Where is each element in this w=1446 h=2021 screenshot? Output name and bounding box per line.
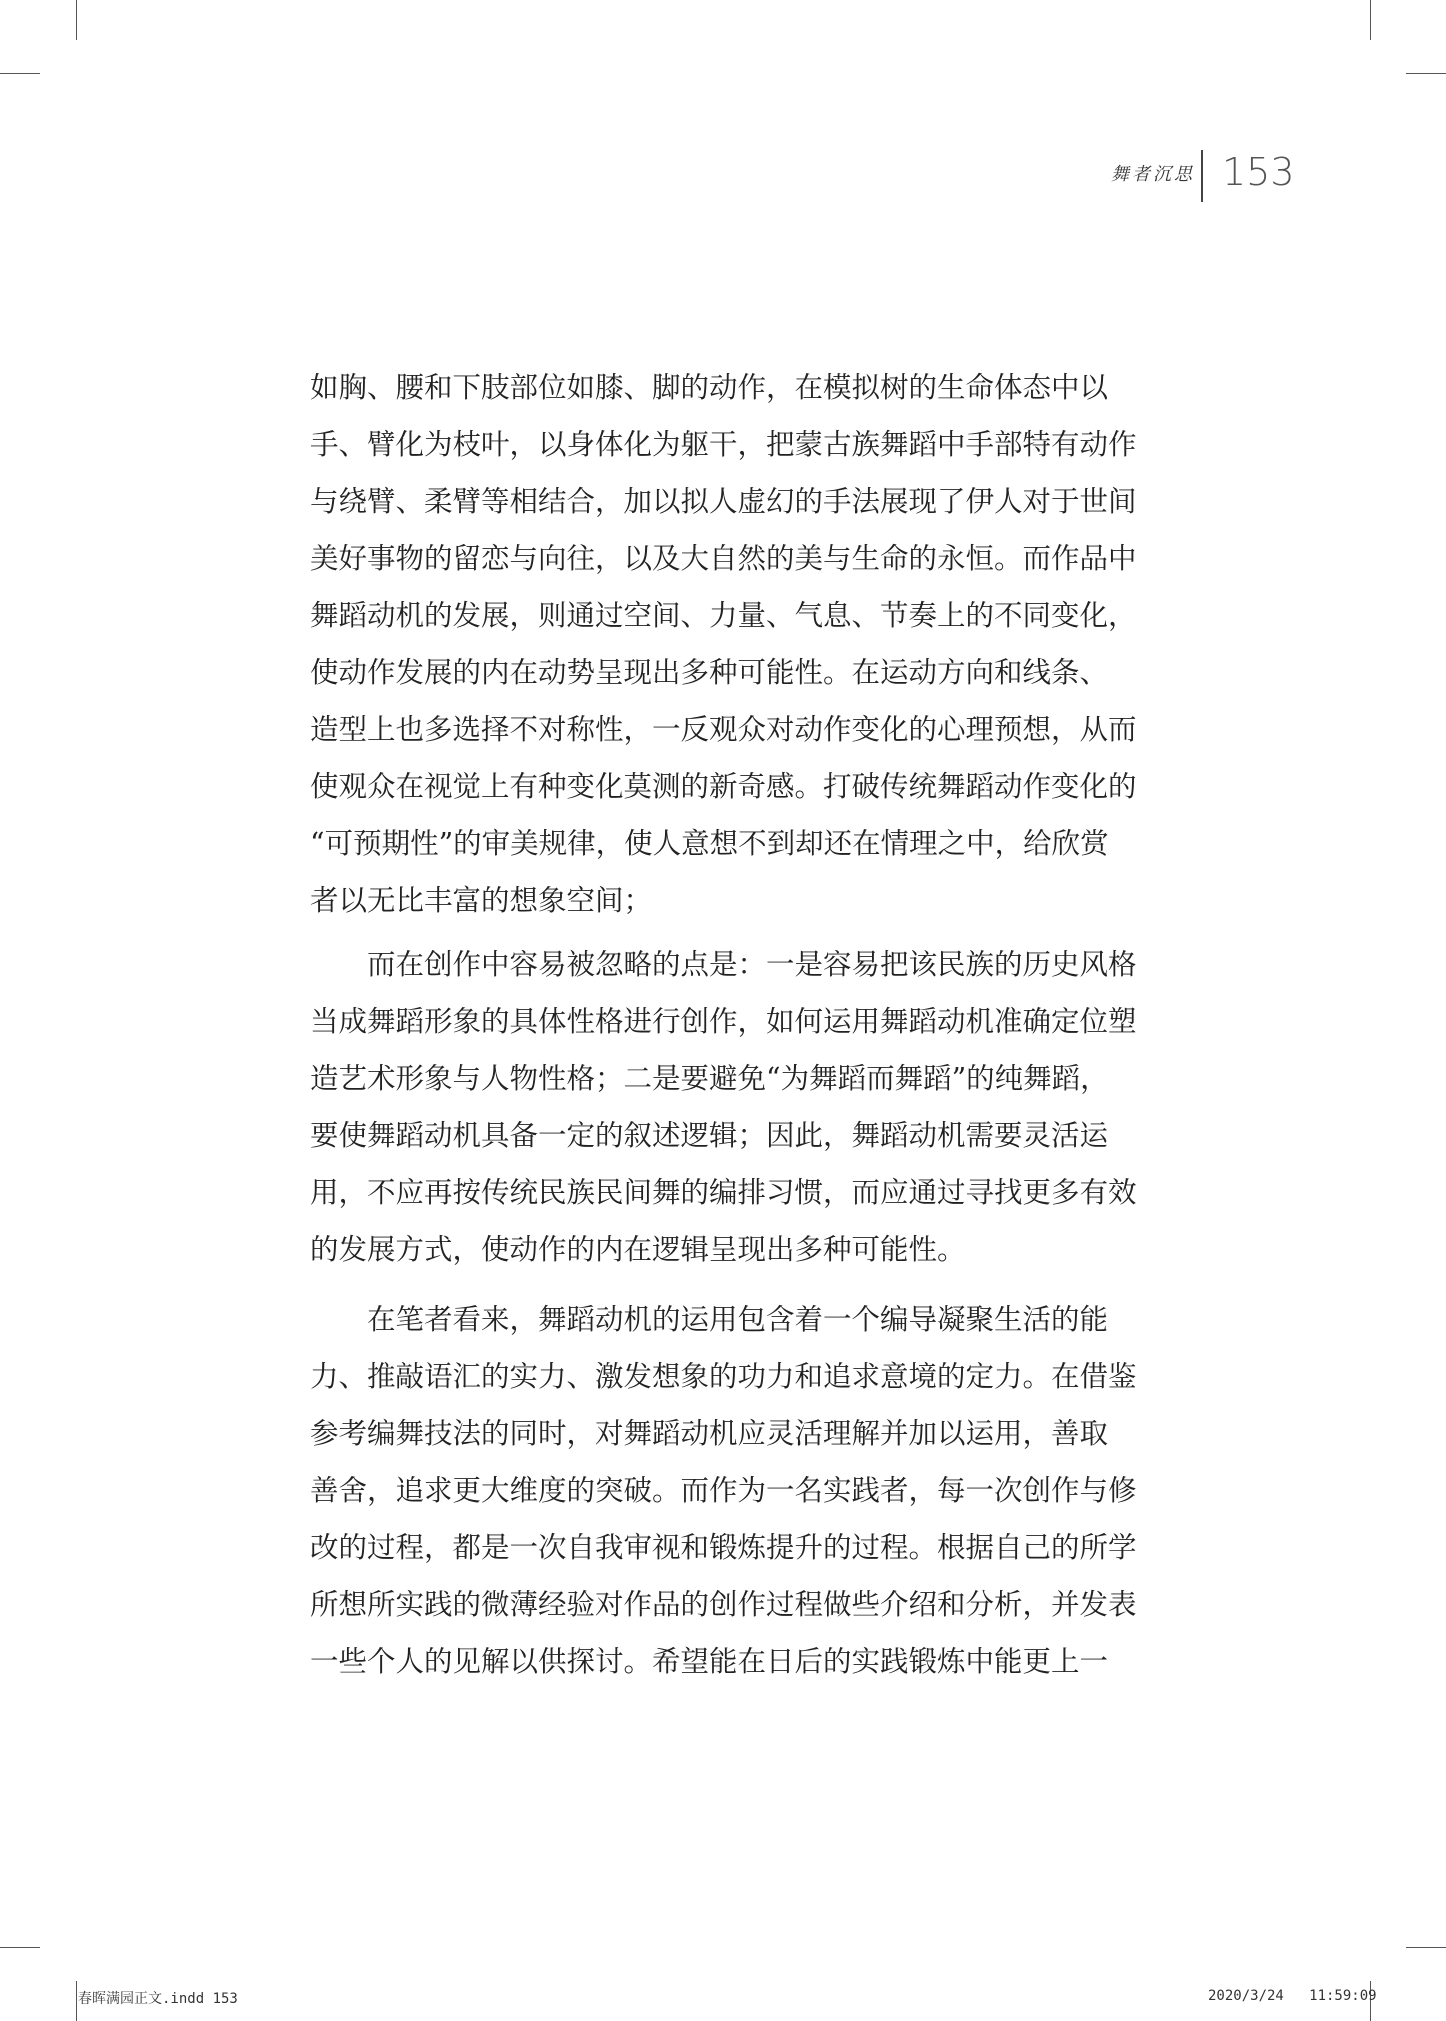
text-line: 用，不应再按传统民族民间舞的编排习惯，而应通过寻找更多有效 [310, 1176, 1137, 1209]
paragraph-first-line: 在笔者看来，舞蹈动机的运用包含着一个编导凝聚生活的能 [367, 1303, 1109, 1336]
text-line: 改的过程，都是一次自我审视和锻炼提升的过程。根据自己的所学 [310, 1531, 1137, 1564]
text-line: 造型上也多选择不对称性，一反观众对动作变化的心理预想，从而 [310, 713, 1137, 746]
text-line: 要使舞蹈动机具备一定的叙述逻辑；因此，舞蹈动机需要灵活运 [310, 1119, 1109, 1152]
text-line: 如胸、腰和下肢部位如膝、脚的动作，在模拟树的生命体态中以 [310, 371, 1109, 404]
text-line: 所想所实践的微薄经验对作品的创作过程做些介绍和分析，并发表 [310, 1588, 1137, 1621]
crop-mark-top-left [76, 0, 77, 40]
text-line: 与绕臂、柔臂等相结合，加以拟人虚幻的手法展现了伊人对于世间 [310, 485, 1137, 518]
crop-mark-top-right-h [1406, 73, 1446, 74]
text-line: “可预期性”的审美规律，使人意想不到却还在情理之中，给欣赏 [310, 827, 1109, 860]
text-line: 一些个人的见解以供探讨。希望能在日后的实践锻炼中能更上一 [310, 1645, 1109, 1678]
running-header-title: 舞者沉思 [1111, 164, 1195, 185]
crop-mark-bottom-left-h [0, 1947, 40, 1948]
text-line: 舞蹈动机的发展，则通过空间、力量、气息、节奏上的不同变化， [310, 599, 1137, 632]
crop-mark-bottom-right-h [1406, 1947, 1446, 1948]
text-line: 参考编舞技法的同时，对舞蹈动机应灵活理解并加以运用，善取 [310, 1417, 1109, 1450]
text-line: 使动作发展的内在动势呈现出多种可能性。在运动方向和线条、 [310, 656, 1109, 689]
page-number: 153 [1222, 150, 1295, 194]
crop-mark-top-right [1370, 0, 1371, 40]
text-line: 美好事物的留恋与向往，以及大自然的美与生命的永恒。而作品中 [310, 542, 1137, 575]
crop-mark-top-left-h [0, 73, 40, 74]
text-line: 造艺术形象与人物性格；二是要避免“为舞蹈而舞蹈”的纯舞蹈， [310, 1062, 1109, 1095]
header-divider [1201, 150, 1203, 202]
footer-file-slug: 春晖满园正文.indd 153 [78, 1991, 238, 2007]
text-line: 力、推敲语汇的实力、激发想象的功力和追求意境的定力。在借鉴 [310, 1360, 1137, 1393]
text-line: 手、臂化为枝叶，以身体化为躯干，把蒙古族舞蹈中手部特有动作 [310, 428, 1137, 461]
text-line: 使观众在视觉上有种变化莫测的新奇感。打破传统舞蹈动作变化的 [310, 770, 1137, 803]
text-line: 者以无比丰富的想象空间； [310, 884, 653, 917]
paragraph-first-line: 而在创作中容易被忽略的点是：一是容易把该民族的历史风格 [367, 948, 1137, 981]
text-line: 善舍，追求更大维度的突破。而作为一名实践者，每一次创作与修 [310, 1474, 1137, 1507]
crop-mark-bottom-left [76, 1981, 77, 2021]
text-line: 的发展方式，使动作的内在逻辑呈现出多种可能性。 [310, 1233, 966, 1266]
text-line: 当成舞蹈形象的具体性格进行创作，如何运用舞蹈动机准确定位塑 [310, 1005, 1137, 1038]
footer-timestamp: 2020/3/24 11:59:09 [1208, 1988, 1377, 2004]
